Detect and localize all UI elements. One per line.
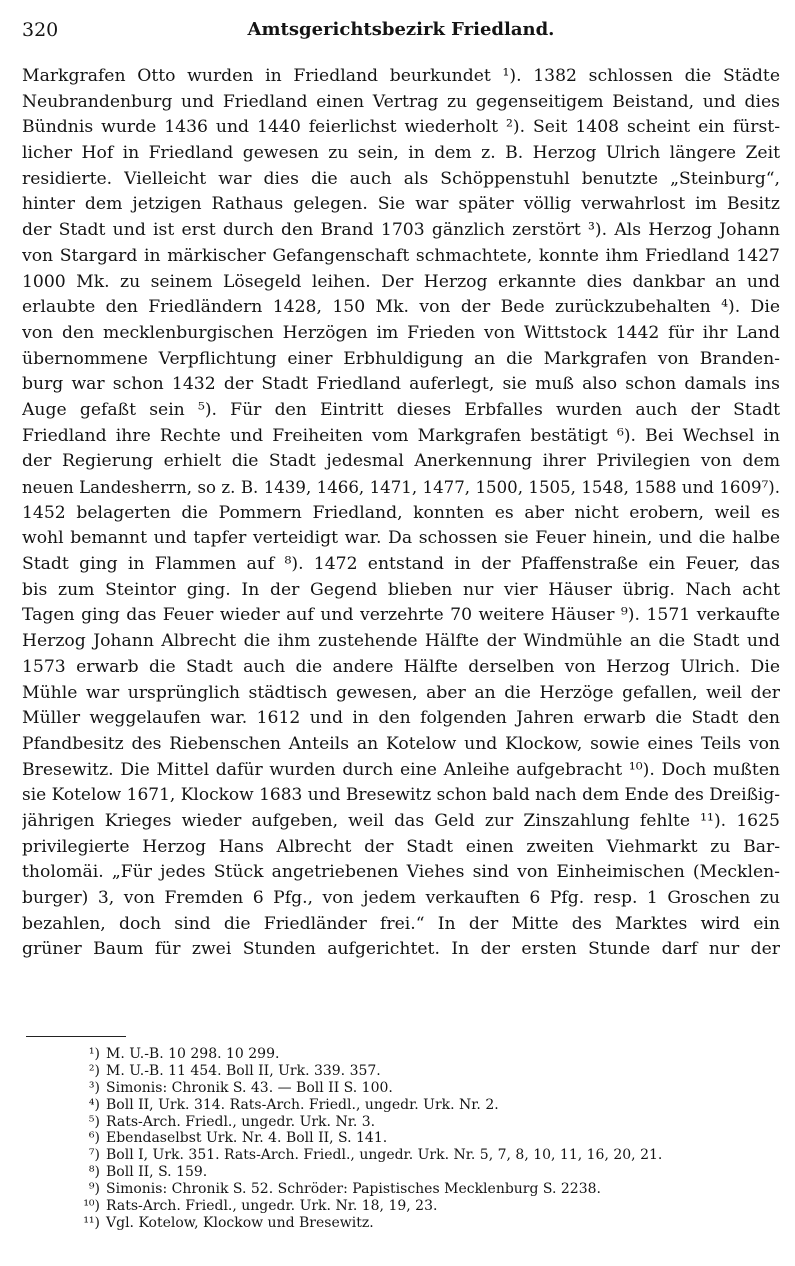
footnote-mark: ⁸) [88,1164,100,1181]
footnotes [76,1046,780,1232]
footnote [76,1097,780,1114]
text-line: der Stadt und ist erst durch den Brand 1703 gänzlich zerstört ³). Als Herzog Johann [22,220,780,241]
text-line: Auge gefaßt sein ⁵). Für den Eintritt dieses Erbfalles wurden auch der Stadt [22,399,780,420]
footnote [76,1181,780,1198]
text-line: Tagen ging das Feuer wieder auf und verzehrte 70 weitere Häuser ⁹). 1571 verkaufte [22,605,780,626]
text-line: burg war schon 1432 der Stadt Friedland auferlegt, sie muß also schon damals ins [22,374,780,395]
running-head: Amtsgerichtsbezirk Friedland. [247,19,555,40]
text-line: neuen Landesherrn, so z. B. 1439, 1466, 1471, 1477, 1500, 1505, 1548, 1588 und 1609⁷). [22,478,780,497]
text-line: 1452 belagerten die Pommern Friedland, konnten es aber nicht erobern, weil es [22,502,780,523]
footnote-separator [26,1036,126,1037]
footnote-mark: ²) [88,1062,100,1079]
text-line: Bresewitz. Die Mittel dafür wurden durch eine Anleihe aufgebracht ¹⁰). Doch mußten [22,759,780,780]
text-line: jährigen Krieges wieder aufgeben, weil das Geld zur Zinszahlung fehlte ¹¹). 1625 [22,810,780,831]
footnote [76,1063,780,1080]
footnote [76,1130,780,1147]
page-header [22,16,780,44]
text-line: Mühle war ursprünglich städtisch gewesen, aber an die Herzöge gefallen, weil der [22,682,780,703]
text-line: burger) 3, von Fremden 6 Pfg., von jedem verkauften 6 Pfg. resp. 1 Groschen zu [22,888,780,908]
text-line: bis zum Steintor ging. In der Gegend blieben nur vier Häuser übrig. Nach acht [22,579,780,600]
text-line: der Regierung erhielt die Stadt jedesmal Anerkennung ihrer Privilegien von dem [22,451,780,472]
footnote-mark: ¹⁰) [83,1198,100,1215]
footnote [76,1215,780,1232]
text-line: 1000 Mk. zu seinem Lösegeld leihen. Der Herzog erkannte dies dankbar an und [22,271,780,292]
footnote-mark: ⁹) [88,1181,100,1198]
page-number: 320 [22,19,59,41]
footnote-mark: ³) [88,1079,100,1096]
text-line: Neubrandenburg und Friedland einen Vertrag zu gegenseitigem Beistand, und dies [22,91,780,112]
footnote-text: Simonis: Chronik S. 52. Schröder: Papistisches Mecklenburg S. 2238. [106,1181,601,1198]
text-line: Stadt ging in Flammen auf ⁸). 1472 entstand in der Pfaffenstraße ein Feuer, das [22,554,780,575]
footnote-text: Boll I, Urk. 351. Rats-Arch. Friedl., ungedr. Urk. Nr. 5, 7, 8, 10, 11, 16, 20, 21. [106,1147,663,1164]
text-line: von Stargard in märkischer Gefangenschaft schmachtete, konnte ihm Friedland 1427 [22,245,780,266]
text-line: erlaubte den Friedländern 1428, 150 Mk. von der Bede zurückzubehalten ⁴). Die [22,297,780,318]
footnote-text: Simonis: Chronik S. 43. — Boll II S. 100. [106,1079,393,1096]
footnote-mark: ⁴) [88,1096,100,1113]
footnote [76,1046,780,1063]
footnote-mark: ¹¹) [83,1214,100,1231]
footnote-text: Ebendaselbst Urk. Nr. 4. Boll II, S. 141. [106,1130,388,1147]
text-line: übernommene Verpflichtung einer Erbhuldigung an die Markgrafen von Branden- [22,348,780,369]
footnote-mark: ¹) [88,1046,100,1062]
footnote [76,1114,780,1131]
text-line: Müller weggelaufen war. 1612 und in den folgenden Jahren erwarb die Stadt den [22,708,780,729]
text-line: Bündnis wurde 1436 und 1440 feierlichst wiederholt ²). Seit 1408 scheint ein fürst- [22,117,780,138]
footnote-text: M. U.-B. 11 454. Boll II, Urk. 339. 357. [106,1062,381,1079]
footnote-mark: ⁵) [88,1113,100,1130]
text-line: sie Kotelow 1671, Klockow 1683 und Bresewitz schon bald nach dem Ende des Dreißig- [22,785,780,806]
body-text [22,64,780,963]
text-line: bezahlen, doch sind die Friedländer frei.“ In der Mitte des Marktes wird ein [22,913,780,934]
text-line: grüner Baum für zwei Stunden aufgerichtet. In der ersten Stunde darf nur der [22,939,780,960]
text-line: tholomäi. „Für jedes Stück angetriebenen Viehes sind von Einheimischen (Mecklen- [22,862,780,883]
text-line: licher Hof in Friedland gewesen zu sein, in dem z. B. Herzog Ulrich längere Zeit [22,143,780,164]
text-line: Pfandbesitz des Riebenschen Anteils an Kotelow und Klockow, sowie eines Teils von [22,733,780,754]
footnote-mark: ⁷) [88,1147,100,1164]
footnote-text: Rats-Arch. Friedl., ungedr. Urk. Nr. 18, 19, 23. [106,1198,438,1215]
footnote-text: Rats-Arch. Friedl., ungedr. Urk. Nr. 3. [106,1113,376,1130]
text-line: von den mecklenburgischen Herzögen im Frieden von Wittstock 1442 für ihr Land [22,322,780,343]
footnote [76,1147,780,1164]
footnote-text: M. U.-B. 10 298. 10 299. [106,1046,280,1062]
footnote [76,1164,780,1181]
text-line: wohl bemannt und tapfer verteidigt war. Da schossen sie Feuer hinein, und die halbe [22,528,780,549]
footnote [76,1080,780,1097]
text-line: 1573 erwarb die Stadt auch die andere Hälfte derselben von Herzog Ulrich. Die [22,656,780,677]
footnote-text: Vgl. Kotelow, Klockow und Bresewitz. [106,1214,374,1231]
footnote-mark: ⁶) [88,1130,100,1147]
text-line: Markgrafen Otto wurden in Friedland beurkundet ¹). 1382 schlossen die Städte [22,66,780,86]
text-line: residierte. Vielleicht war dies die auch als Schöppenstuhl benutzte „Steinburg“, [22,168,780,189]
text-line: Friedland ihre Rechte und Freiheiten vom Markgrafen bestätigt ⁶). Bei Wechsel in [22,425,780,446]
text-line: Herzog Johann Albrecht die ihm zustehende Hälfte der Windmühle an die Stadt und [22,631,780,652]
text-line: hinter dem jetzigen Rathaus gelegen. Sie war später völlig verwahrlost im Besitz [22,194,780,215]
footnote-text: Boll II, S. 159. [106,1164,208,1181]
text-line: privilegierte Herzog Hans Albrecht der Stadt einen zweiten Viehmarkt zu Bar- [22,836,780,857]
footnote [76,1198,780,1215]
footnote-text: Boll II, Urk. 314. Rats-Arch. Friedl., ungedr. Urk. Nr. 2. [106,1096,499,1113]
